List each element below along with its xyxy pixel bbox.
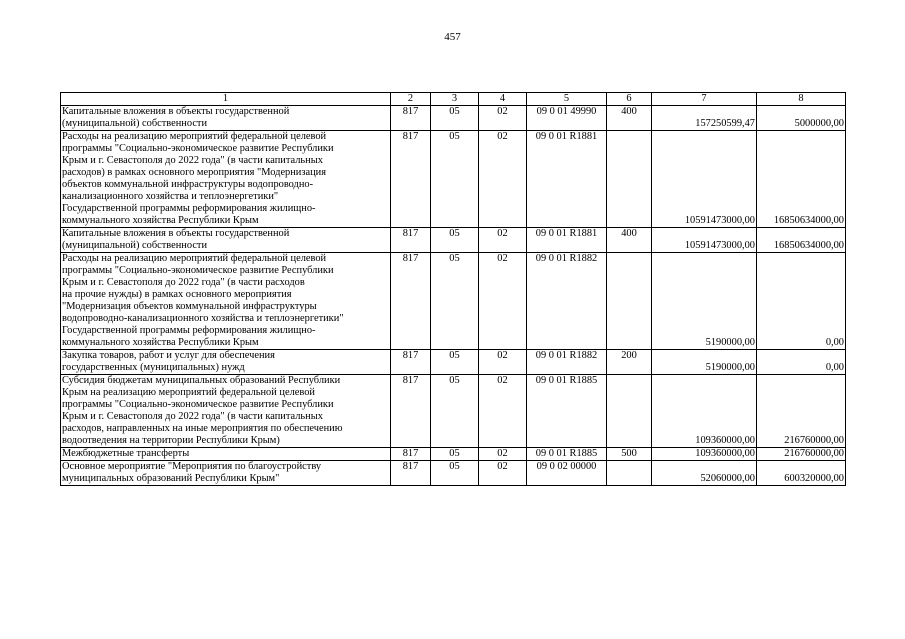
row-target-article: 09 0 02 00000 [527, 461, 607, 486]
budget-table [60, 92, 846, 486]
row-amount-8: 16850634000,00 [757, 131, 846, 228]
row-description: Расходы на реализацию мероприятий федеральной целевой программы "Социально-экономическое развитие Республики Крым и г. Севастополя до 2022 года" (в части расходов на прочие нужды) в рамках основного мероприятия "Модернизация объектов коммунальной инфраструктуры водопроводно-канализационного хозяйства и теплоэнергетики" Государственной программы реформирования жилищно- коммунального хозяйства Республики Крым [61, 253, 391, 350]
row-admin-code: 817 [391, 228, 431, 253]
row-description: Основное мероприятие "Мероприятия по благоустройству муниципальных образований Республики Крым" [61, 461, 391, 486]
row-amount-8: 0,00 [757, 253, 846, 350]
row-target-article: 09 0 01 R1885 [527, 375, 607, 448]
row-subsection: 02 [479, 448, 527, 461]
row-amount-7: 10591473000,00 [652, 131, 757, 228]
row-amount-8: 216760000,00 [757, 375, 846, 448]
row-subsection: 02 [479, 131, 527, 228]
row-target-article: 09 0 01 R1882 [527, 253, 607, 350]
row-description: Расходы на реализацию мероприятий федеральной целевой программы "Социально-экономическое развитие Республики Крым и г. Севастополя до 2022 года" (в части капитальных расходов) в рамках основного мероприятия "Модернизация объектов коммунальной инфраструктуры водопроводно- канализационного хозяйства и теплоэнергетики" Государственной программы реформирования жилищно- коммунального хозяйства Республики Крым [61, 131, 391, 228]
row-amount-8: 600320000,00 [757, 461, 846, 486]
table-row [61, 461, 846, 486]
row-expense-type: 500 [607, 448, 652, 461]
row-section: 05 [431, 106, 479, 131]
row-amount-8: 5000000,00 [757, 106, 846, 131]
row-expense-type: 400 [607, 228, 652, 253]
row-section: 05 [431, 228, 479, 253]
row-subsection: 02 [479, 253, 527, 350]
row-admin-code: 817 [391, 461, 431, 486]
row-description: Капитальные вложения в объекты государственной (муниципальной) собственности [61, 106, 391, 131]
header-row [61, 93, 846, 106]
row-subsection: 02 [479, 375, 527, 448]
row-section: 05 [431, 253, 479, 350]
row-description: Субсидия бюджетам муниципальных образований Республики Крым на реализацию мероприятий федеральной целевой программы "Социально-экономическое развитие Республики Крым и г. Севастополя до 2022 года" (в части капитальных расходов, направленных на иные мероприятия по обеспечению водоотведения на территории Республики Крым) [61, 375, 391, 448]
row-admin-code: 817 [391, 106, 431, 131]
row-amount-7: 157250599,47 [652, 106, 757, 131]
row-section: 05 [431, 350, 479, 375]
table-row [61, 228, 846, 253]
row-expense-type: 200 [607, 350, 652, 375]
row-expense-type: 400 [607, 106, 652, 131]
row-expense-type [607, 131, 652, 228]
row-admin-code: 817 [391, 350, 431, 375]
column-header: 4 [479, 93, 527, 106]
row-amount-7: 109360000,00 [652, 375, 757, 448]
row-section: 05 [431, 375, 479, 448]
column-header: 5 [527, 93, 607, 106]
row-target-article: 09 0 01 R1881 [527, 131, 607, 228]
row-target-article: 09 0 01 R1881 [527, 228, 607, 253]
row-amount-7: 5190000,00 [652, 253, 757, 350]
column-header: 2 [391, 93, 431, 106]
row-amount-8: 0,00 [757, 350, 846, 375]
table-row [61, 375, 846, 448]
row-subsection: 02 [479, 106, 527, 131]
row-amount-8: 16850634000,00 [757, 228, 846, 253]
row-target-article: 09 0 01 49990 [527, 106, 607, 131]
row-admin-code: 817 [391, 253, 431, 350]
row-admin-code: 817 [391, 131, 431, 228]
column-header: 3 [431, 93, 479, 106]
table-row [61, 106, 846, 131]
table-row [61, 131, 846, 228]
row-section: 05 [431, 461, 479, 486]
row-subsection: 02 [479, 461, 527, 486]
row-target-article: 09 0 01 R1885 [527, 448, 607, 461]
row-expense-type [607, 253, 652, 350]
table-row [61, 253, 846, 350]
row-amount-7: 109360000,00 [652, 448, 757, 461]
row-target-article: 09 0 01 R1882 [527, 350, 607, 375]
column-header: 1 [61, 93, 391, 106]
row-amount-7: 52060000,00 [652, 461, 757, 486]
row-amount-7: 5190000,00 [652, 350, 757, 375]
row-admin-code: 817 [391, 448, 431, 461]
row-expense-type [607, 375, 652, 448]
row-description: Капитальные вложения в объекты государственной (муниципальной) собственности [61, 228, 391, 253]
row-amount-7: 10591473000,00 [652, 228, 757, 253]
row-expense-type [607, 461, 652, 486]
row-description: Закупка товаров, работ и услуг для обеспечения государственных (муниципальных) нужд [61, 350, 391, 375]
column-header: 7 [652, 93, 757, 106]
row-section: 05 [431, 448, 479, 461]
column-header: 6 [607, 93, 652, 106]
row-description: Межбюджетные трансферты [61, 448, 391, 461]
page-number: 457 [444, 31, 461, 43]
row-subsection: 02 [479, 228, 527, 253]
row-amount-8: 216760000,00 [757, 448, 846, 461]
column-header: 8 [757, 93, 846, 106]
table-row [61, 448, 846, 461]
table-row [61, 350, 846, 375]
row-admin-code: 817 [391, 375, 431, 448]
row-section: 05 [431, 131, 479, 228]
row-subsection: 02 [479, 350, 527, 375]
